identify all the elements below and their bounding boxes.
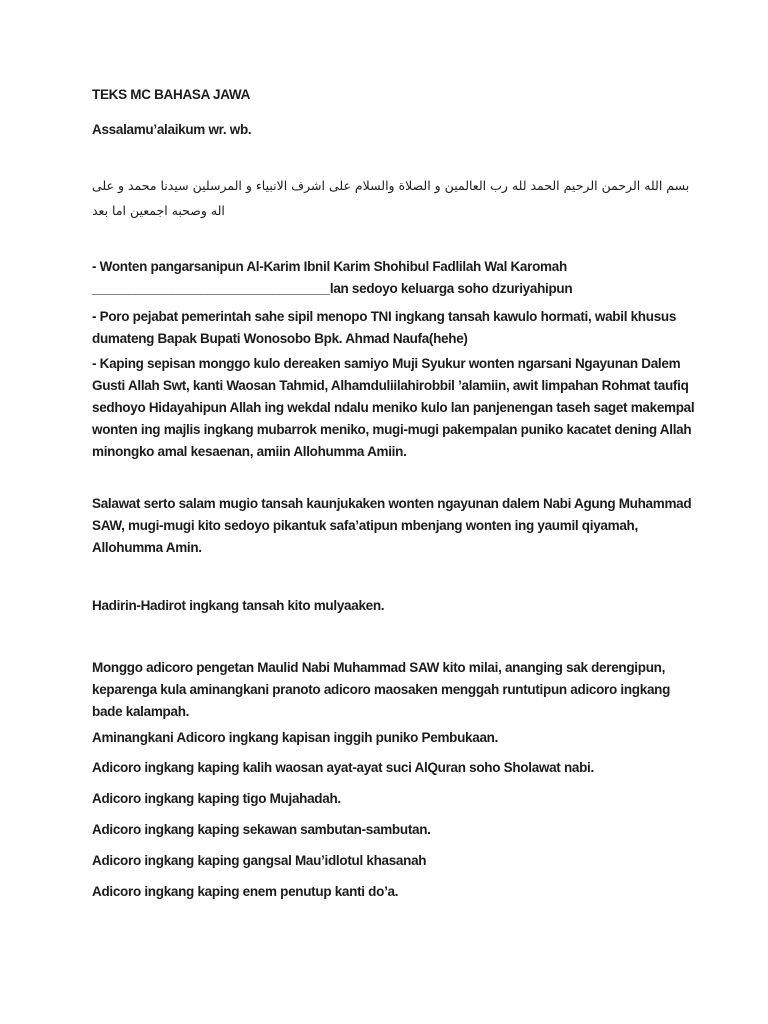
- agenda-item-sekawan: Adicoro ingkang kaping sekawan sambutan-sambutan.: [92, 822, 431, 837]
- arabic-basmala-line: بسم الله الرحمن الرحيم الحمد لله رب العالمين و الصلاة والسلام على اشرف الانبياء و المرسلين سيدنا محمد و على اله وصحبه اجمعين اما بعد: [92, 178, 690, 218]
- wonten-line-2-text: lan sedoyo keluarga soho dzuriyahipun: [329, 281, 573, 296]
- agenda-item-enem: Adicoro ingkang kaping enem penutup kanti do’a.: [92, 884, 399, 899]
- document-title: TEKS MC BAHASA JAWA: [92, 87, 251, 102]
- paragraph-wonten: [92, 256, 696, 300]
- greeting-line: Assalamu’alaikum wr. wb.: [92, 122, 252, 137]
- agenda-item-pembukaan: Aminangkani Adicoro ingkang kapisan inggih puniko Pembukaan.: [92, 730, 499, 745]
- agenda-item-gangsal: Adicoro ingkang kaping gangsal Mau’idlotul khasanah: [92, 853, 427, 868]
- blank-underline: _________________________________: [92, 281, 330, 296]
- agenda-item-tigo: Adicoro ingkang kaping tigo Mujahadah.: [92, 791, 341, 806]
- agenda-item-kalih: Adicoro ingkang kaping kalih waosan ayat-ayat suci AlQuran soho Sholawat nabi.: [92, 760, 594, 775]
- paragraph-hadirin: Hadirin-Hadirot ingkang tansah kito mulyaaken.: [92, 598, 385, 613]
- paragraph-kaping-sepisan: - Kaping sepisan monggo kulo dereaken samiyo Muji Syukur wonten ngarsani Ngayunan Dalem Gusti Allah Swt, kanti Waosan Tahmid, Alhamduliilahirobbil ’alamiin, awit limpahan Rohmat taufiq sedhoyo Hidayahipun Allah ing wekdal ndalu meniko kulo lan panjenengan taseh saget makempal wonten ing majlis ingkang mubarrok meniko, mugi-mugi pakempalan puniko kacatet dening Allah minongko amal kesaenan, amiin Allohumma Amiin.: [92, 356, 695, 459]
- paragraph-poro-pejabat: - Poro pejabat pemerintah sahe sipil menopo TNI ingkang tansah kawulo hormati, wabil khusus dumateng Bapak Bupati Wonosobo Bpk. Ahmad Naufa(hehe): [92, 309, 677, 346]
- paragraph-salawat: Salawat serto salam mugio tansah kaunjukaken wonten ngayunan dalem Nabi Agung Muhammad SAW, mugi-mugi kito sedoyo pikantuk safa’atipun mbenjang wonten ing yaumil qiyamah, Allohumma Amin.: [92, 496, 692, 555]
- paragraph-monggo-adicoro: Monggo adicoro pengetan Maulid Nabi Muhammad SAW kito milai, ananging sak derengipun, keparenga kula aminangkani pranoto adicoro maosaken menggah runtutipun adicoro ingkang bade kalampah.: [92, 660, 671, 719]
- wonten-line-1: - Wonten pangarsanipun Al-Karim Ibnil Karim Shohibul Fadlilah Wal Karomah: [92, 259, 567, 274]
- wonten-line-2: [92, 278, 696, 300]
